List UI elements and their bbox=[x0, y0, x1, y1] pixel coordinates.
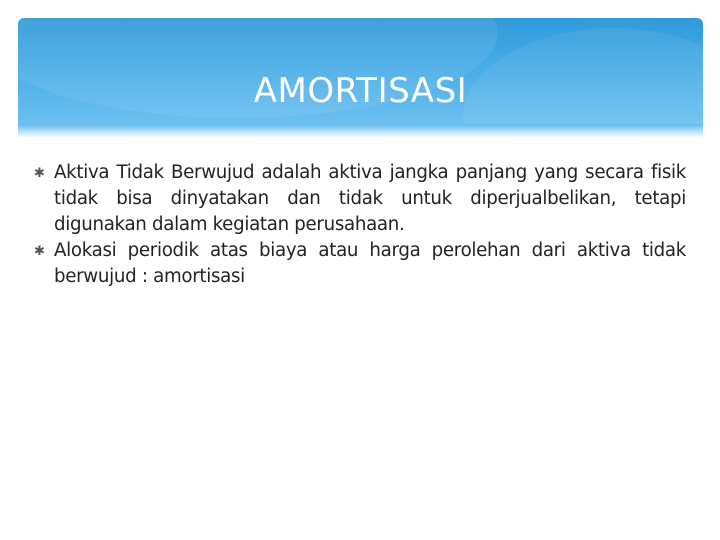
title-banner bbox=[18, 18, 703, 124]
bullet-list bbox=[34, 160, 686, 290]
title-divider bbox=[18, 124, 703, 137]
asterisk-bullet-icon: ✱ bbox=[34, 166, 45, 181]
bullet-item bbox=[34, 160, 686, 238]
bullet-text: Aktiva Tidak Berwujud adalah aktiva jangka panjang yang secara fisik tidak bisa dinyatakan dan tidak untuk diperjualbelikan, tetapi digunakan dalam kegiatan perusahaan. bbox=[54, 162, 686, 235]
asterisk-bullet-icon: ✱ bbox=[34, 244, 45, 259]
slide-title: AMORTISASI bbox=[253, 71, 468, 111]
bullet-text: Alokasi periodik atas biaya atau harga perolehan dari aktiva tidak berwujud : amortisasi bbox=[54, 240, 686, 287]
bullet-item bbox=[34, 238, 686, 290]
